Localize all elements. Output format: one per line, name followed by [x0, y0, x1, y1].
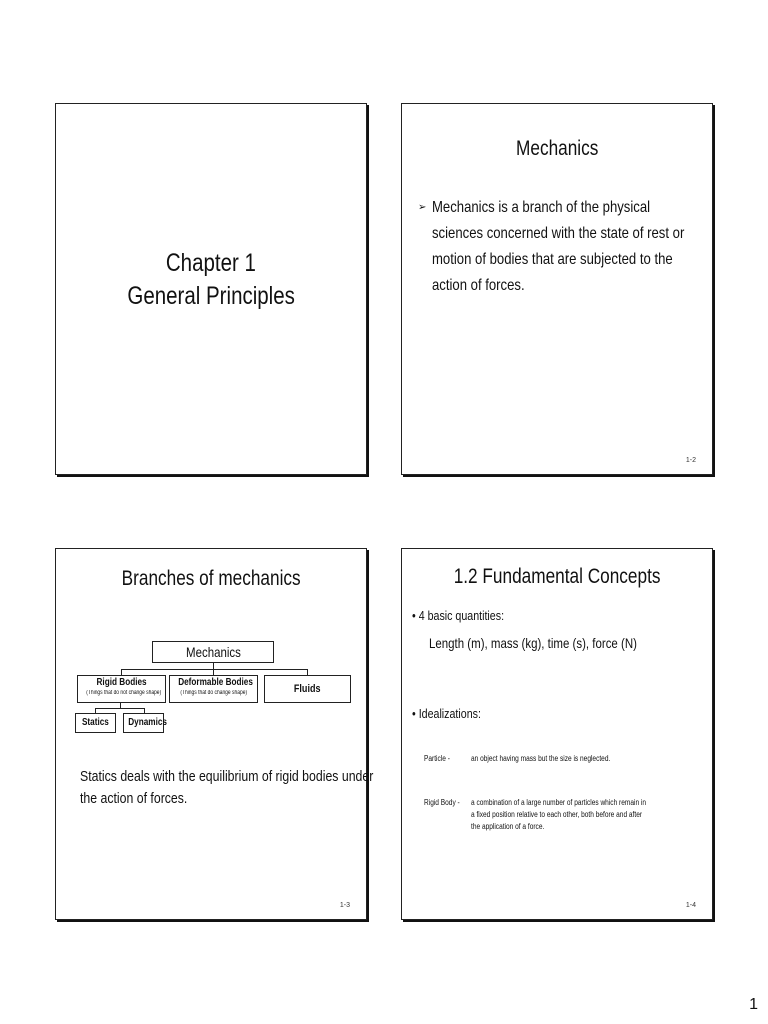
slide-mechanics	[401, 103, 713, 475]
slide-title-text: Branches of mechanics	[121, 567, 301, 590]
node-label: Fluids	[294, 683, 321, 695]
node-sublabel: (Things that do not change shape)	[86, 690, 162, 696]
definition-line: the application of a force.	[471, 822, 545, 831]
definition-text: an object having mass but the size is neglected.	[471, 754, 611, 763]
term-rigid-body	[424, 798, 468, 807]
body-line: Mechanics is a branch of the physical	[432, 199, 651, 216]
body-line: action of forces.	[432, 277, 525, 294]
slide-chapter-title	[55, 103, 367, 475]
slide-title	[402, 137, 712, 161]
bullet-idealizations	[412, 706, 496, 721]
definition-line: a combination of a large number of particles which remain in	[471, 798, 647, 807]
term-text: Particle -	[424, 754, 450, 763]
node-label: Statics	[82, 717, 109, 728]
node-label: Deformable Bodies	[178, 677, 253, 688]
page-number: 1	[749, 996, 758, 1013]
term-particle	[424, 754, 456, 763]
chapter-heading	[56, 247, 366, 313]
node-label: Mechanics	[185, 644, 241, 660]
term-text: Rigid Body -	[424, 798, 460, 807]
node-label: Rigid Bodies	[96, 677, 147, 688]
bullet-text: • 4 basic quantities:	[412, 608, 505, 623]
slide-title-text: 1.2 Fundamental Concepts	[453, 565, 661, 588]
definition-particle	[471, 753, 641, 765]
quantities-list	[429, 635, 683, 651]
bullet-text: • Idealizations:	[412, 706, 481, 721]
slide-number: 1-2	[685, 457, 696, 464]
statics-definition	[80, 766, 438, 810]
slide-title	[56, 567, 366, 591]
slide-title-text: Mechanics	[515, 137, 599, 160]
definition-line: a fixed position relative to each other, both before and after	[471, 810, 643, 819]
body-line: the action of forces.	[80, 790, 188, 807]
bullet-basic-quantities	[412, 608, 524, 623]
body-line: motion of bodies that are subjected to the	[432, 251, 673, 268]
tree-node-statics	[75, 713, 116, 733]
node-label: Dynamics	[128, 717, 167, 728]
chapter-title-line2: General Principles	[127, 282, 295, 310]
slide-fundamental-concepts	[401, 548, 713, 920]
slide-title	[402, 565, 712, 589]
body-line: Statics deals with the equilibrium of rigid bodies under	[80, 768, 374, 785]
tree-connector	[95, 708, 145, 709]
slide-branches	[55, 548, 374, 920]
body-line: sciences concerned with the state of rest or	[432, 225, 685, 242]
tree-node-fluids	[264, 675, 351, 703]
definition-rigid-body	[471, 797, 684, 833]
chapter-title-line1: Chapter 1	[165, 249, 257, 277]
tree-node-deformable-bodies	[169, 675, 258, 703]
slide-number: 1-3	[339, 902, 350, 909]
arrow-bullet-icon: ➢	[418, 202, 427, 213]
tree-connector	[121, 669, 308, 670]
node-sublabel: (Things that do change shape)	[180, 690, 247, 696]
slide-number: 1-4	[685, 902, 696, 909]
tree-node-dynamics	[123, 713, 167, 733]
tree-node-rigid-bodies	[77, 675, 166, 703]
tree-node-mechanics	[152, 641, 274, 663]
quantities-text: Length (m), mass (kg), time (s), force (N)	[429, 635, 637, 651]
mechanics-definition	[418, 195, 740, 299]
